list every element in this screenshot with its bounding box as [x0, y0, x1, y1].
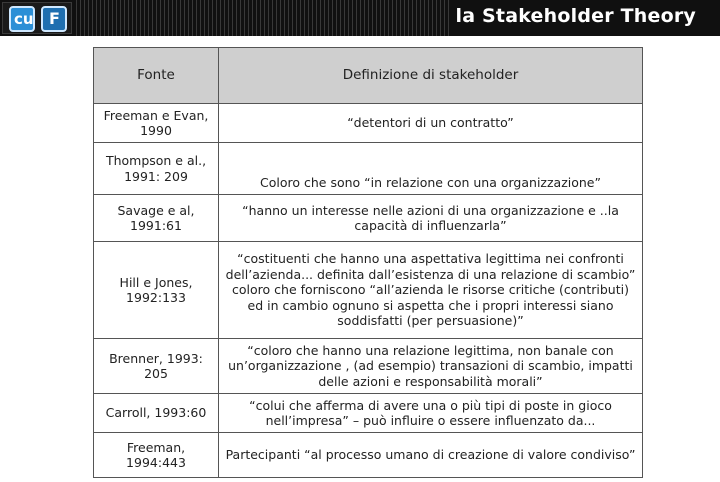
source-cell: Carroll, 1993:60: [94, 394, 219, 433]
table-row: [94, 394, 643, 433]
source-cell: Brenner, 1993: 205: [94, 339, 219, 394]
table-row: [94, 339, 643, 394]
stakeholder-definitions-table: [93, 47, 643, 478]
decorative-hatch: [76, 0, 450, 36]
table-row: [94, 195, 643, 242]
table-header-row: [94, 48, 643, 104]
source-cell: Freeman e Evan, 1990: [94, 104, 219, 143]
table-row: [94, 104, 643, 143]
definition-cell: “colui che afferma di avere una o più tipi di poste in gioco nell’impresa” – può influire o essere influenzato da...: [219, 394, 643, 433]
logo: [2, 2, 72, 34]
source-cell: Savage e al, 1991:61: [94, 195, 219, 242]
source-cell: Thompson e al., 1991: 209: [94, 143, 219, 195]
table-row: [94, 433, 643, 478]
table-row: [94, 143, 643, 195]
definition-cell: “costituenti che hanno una aspettativa legittima nei confronti dell’azienda... definita dall’esistenza di una relazione di scambio” coloro che forniscono “all’azienda le risorse critiche (contributi) ed in cambio ognuno si aspetta che i propri interessi siano soddisfatti (per persuasione)”: [219, 242, 643, 339]
definition-cell: Coloro che sono “in relazione con una organizzazione”: [219, 143, 643, 195]
header-definizione: Definizione di stakeholder: [219, 48, 643, 104]
definition-cell: “hanno un interesse nelle azioni di una organizzazione e ..la capacità di influenzarla”: [219, 195, 643, 242]
top-bar: [0, 0, 720, 36]
logo-cu-icon: cu: [9, 6, 35, 32]
definition-cell: “detentori di un contratto”: [219, 104, 643, 143]
header-fonte: Fonte: [94, 48, 219, 104]
definition-cell: Partecipanti “al processo umano di creazione di valore condiviso”: [219, 433, 643, 478]
source-cell: Hill e Jones, 1992:133: [94, 242, 219, 339]
source-cell: Freeman, 1994:443: [94, 433, 219, 478]
table-row: [94, 242, 643, 339]
logo-f-icon: F: [41, 6, 67, 32]
definition-cell: “coloro che hanno una relazione legittima, non banale con un’organizzazione , (ad esempio) transazioni di scambio, impatti delle azioni e responsabilità morali”: [219, 339, 643, 394]
page-title: la Stakeholder Theory: [455, 5, 696, 27]
